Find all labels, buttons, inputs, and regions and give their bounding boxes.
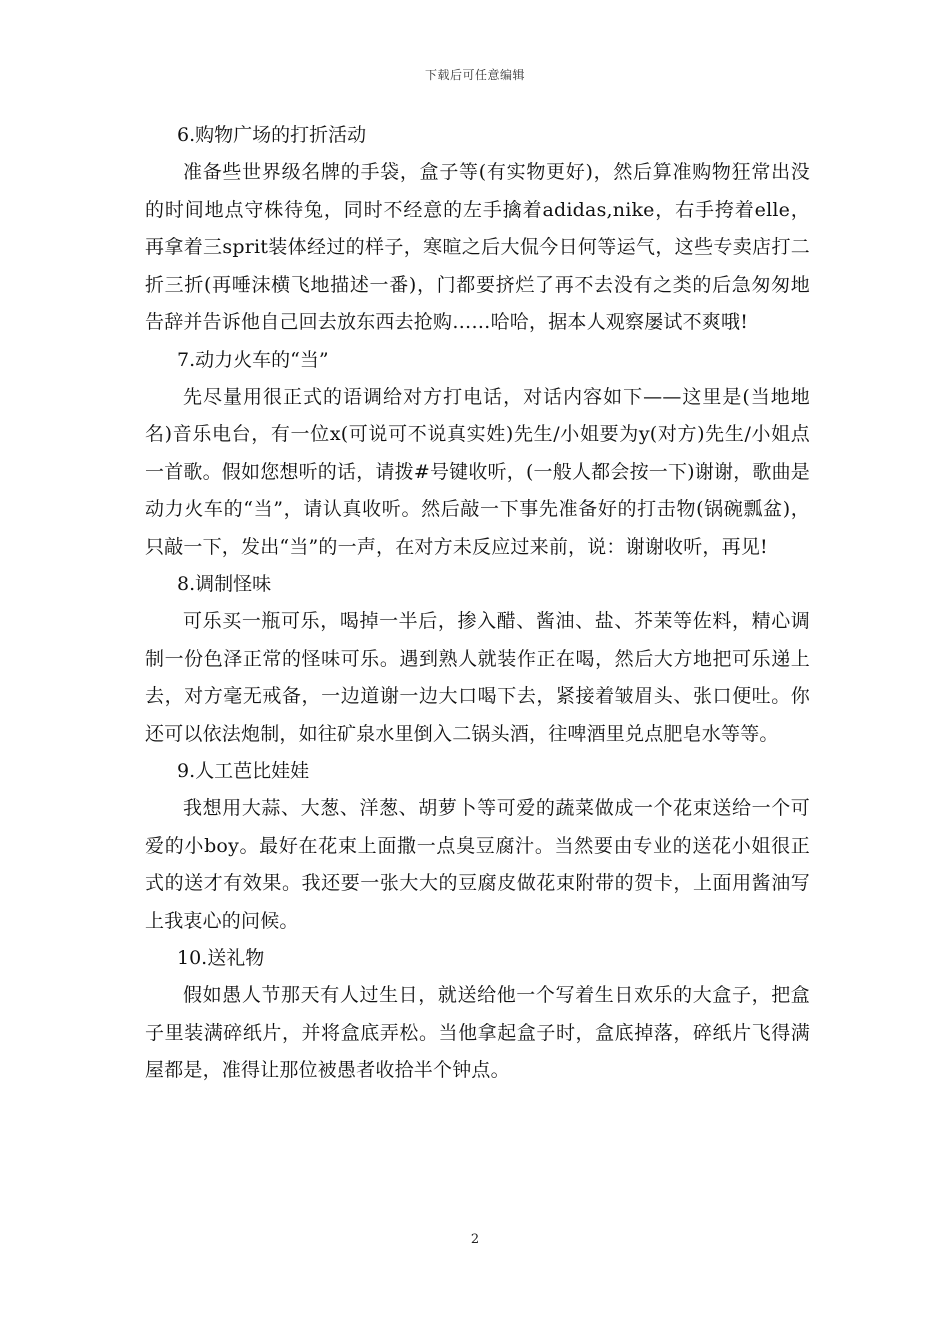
section-paragraph: 我想用大蒜、大葱、洋葱、胡萝卜等可爱的蔬菜做成一个花束送给一个可爱的小boy。最好在花束上面撒一点臭豆腐汁。当然要由专业的送花小姐很正式的送才有效果。我还要一张大大的豆腐皮做花束附带的贺卡，上面用酱油写上我衷心的问候。 (145, 797, 810, 932)
section-9 (145, 753, 810, 940)
section-10 (145, 940, 810, 1090)
section-heading: 8.调制怪味 (177, 573, 272, 595)
section-heading: 6.购物广场的打折活动 (177, 124, 367, 146)
section-7 (145, 342, 810, 567)
section-paragraph: 先尽量用很正式的语调给对方打电话，对话内容如下——这里是(当地地名)音乐电台，有一位x(可说可不说真实姓)先生/小姐要为y(对方)先生/小姐点一首歌。假如您想听的话，请拨#号键收听，(一般人都会按一下)谢谢，歌曲是动力火车的“当”，请认真收听。然后敲一下事先准备好的打击物(锅碗瓢盆)，只敲一下，发出“当”的一声，在对方未反应过来前，说：谢谢收听，再见! (145, 385, 810, 558)
section-8 (145, 566, 810, 753)
section-paragraph: 假如愚人节那天有人过生日，就送给他一个写着生日欢乐的大盒子，把盒子里装满碎纸片，并将盒底弄松。当他拿起盒子时，盒底掉落，碎纸片飞得满屋都是，准得让那位被愚者收拾半个钟点。 (145, 984, 810, 1081)
section-6 (145, 117, 810, 342)
page-header: 下载后可任意编辑 (424, 68, 525, 82)
section-heading: 9.人工芭比娃娃 (177, 760, 310, 782)
section-paragraph: 可乐买一瓶可乐，喝掉一半后，掺入醋、酱油、盐、芥茉等佐料，精心调制一份色泽正常的怪味可乐。遇到熟人就装作正在喝，然后大方地把可乐递上去，对方毫无戒备，一边道谢一边大口喝下去，紧接着皱眉头、张口便吐。你还可以依法炮制，如往矿泉水里倒入二锅头酒，往啤酒里兑点肥皂水等等。 (145, 610, 810, 745)
document-body (145, 117, 810, 1090)
page-number: 2 (470, 1232, 480, 1247)
section-heading: 7.动力火车的“当” (177, 348, 329, 371)
section-heading: 10.送礼物 (177, 947, 265, 969)
section-paragraph: 准备些世界级名牌的手袋，盒子等(有实物更好)，然后算准购物狂常出没的时间地点守株待兔，同时不经意的左手擒着adidas,nike，右手挎着elle，再拿着三sprit装体经过的样子，寒暄之后大侃今日何等运气，这些专卖店打二折三折(再唾沫横飞地描述一番)，门都要挤烂了再不去没有之类的后急匆匆地告辞并告诉他自己回去放东西去抢购……哈哈，据本人观察屡试不爽哦! (145, 161, 810, 333)
